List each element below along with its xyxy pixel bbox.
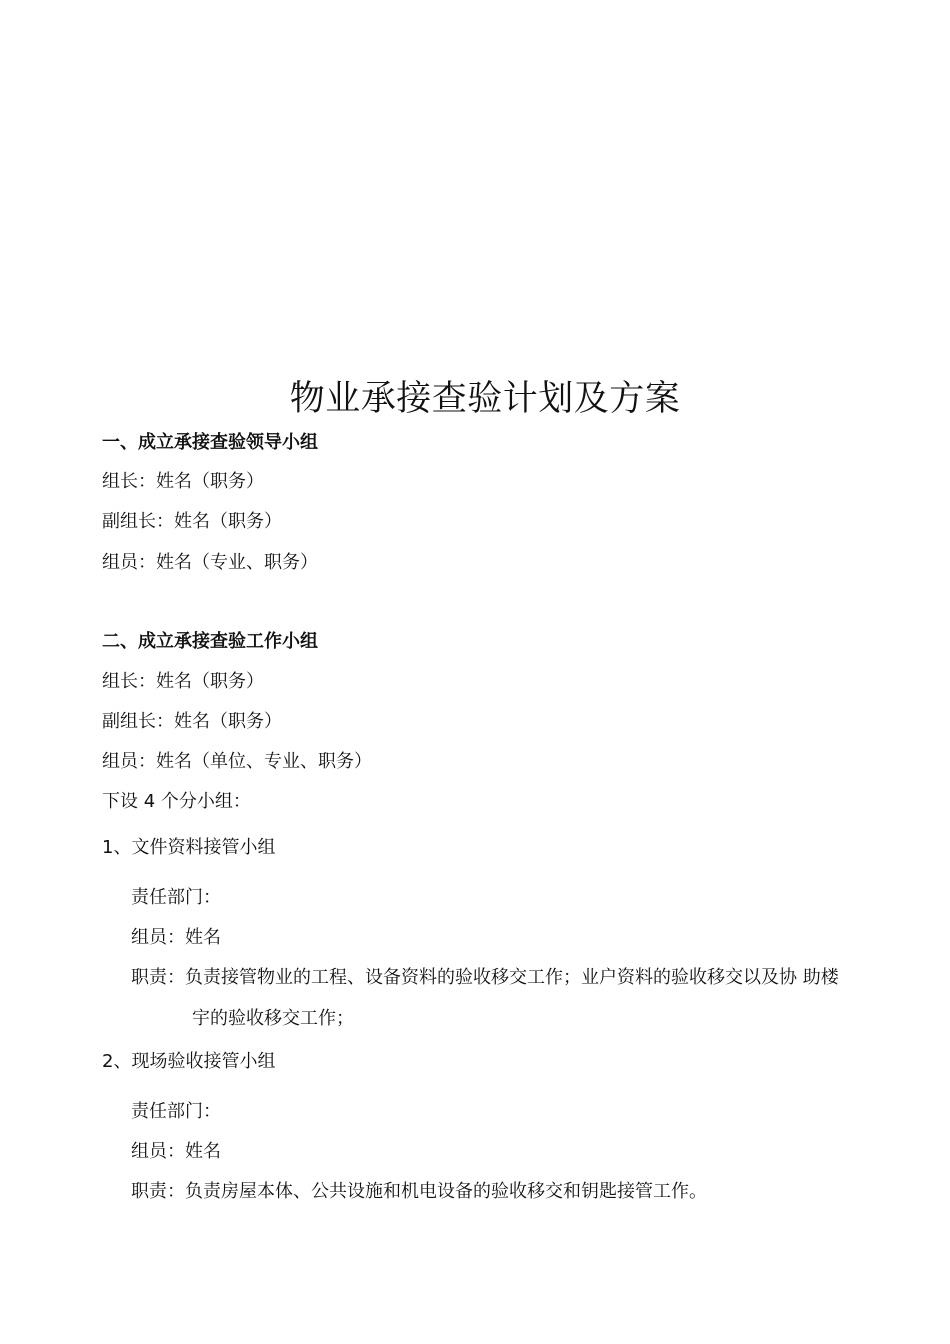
section1-heading: 一、成立承接查验领导小组	[102, 432, 318, 453]
group2-department: 责任部门：	[131, 1101, 221, 1122]
section2-deputy: 副组长：姓名（职务）	[102, 711, 282, 732]
document-title: 物业承接查验计划及方案	[289, 379, 681, 419]
group2-heading: 2、现场验收接管小组	[102, 1051, 276, 1072]
section1-deputy: 副组长：姓名（职务）	[102, 511, 282, 532]
section1-members: 组员：姓名（专业、职务）	[102, 552, 318, 573]
section2-heading: 二、成立承接查验工作小组	[102, 631, 318, 652]
group2-members: 组员：姓名	[131, 1141, 221, 1162]
section2-members: 组员：姓名（单位、专业、职务）	[102, 751, 372, 772]
group1-duty-line2: 宇的验收移交工作；	[192, 1008, 354, 1029]
group1-duty-line1: 职责：负责接管物业的工程、设备资料的验收移交工作；业户资料的验收移交以及协 助楼	[131, 967, 839, 988]
group2-duty-line1: 职责：负责房屋本体、公共设施和机电设备的验收移交和钥匙接管工作。	[131, 1181, 707, 1202]
group1-heading: 1、文件资料接管小组	[102, 837, 276, 858]
group1-department: 责任部门：	[131, 887, 221, 908]
section1-leader: 组长：姓名（职务）	[102, 471, 264, 492]
subgroups-intro: 下设 4 个分小组：	[102, 791, 251, 812]
group1-members: 组员：姓名	[131, 927, 221, 948]
section2-leader: 组长：姓名（职务）	[102, 671, 264, 692]
